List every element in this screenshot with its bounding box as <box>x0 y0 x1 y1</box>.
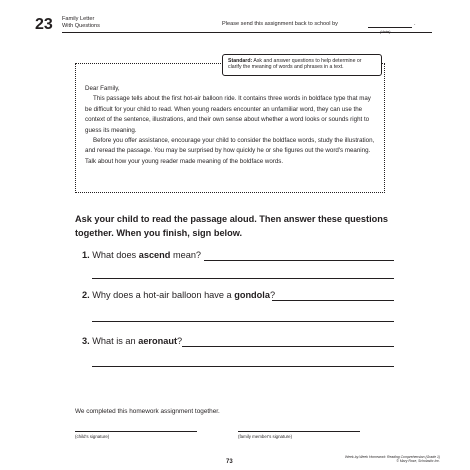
question-text: What does <box>92 250 139 260</box>
lesson-title-line2: With Questions <box>62 22 100 29</box>
answer-line-2a[interactable] <box>272 300 394 301</box>
lesson-title <box>62 16 100 30</box>
question-text-end: ? <box>269 290 276 300</box>
question-text-end: ? <box>177 336 183 346</box>
answer-line-3a[interactable] <box>182 346 394 347</box>
question-keyword: gondola <box>234 290 270 300</box>
question-keyword: aeronaut <box>138 336 178 346</box>
page-number: 73 <box>226 459 233 465</box>
header-rule <box>62 32 432 33</box>
standard-box <box>222 54 382 76</box>
date-label: (date) <box>380 29 391 34</box>
family-letter <box>85 84 377 167</box>
return-dash: . <box>414 21 416 27</box>
question-text-end: mean? <box>170 250 202 260</box>
standard-text: Ask and answer questions to help determine or clarify the meaning of words and phrases in a text. <box>228 58 362 71</box>
return-instruction: Please send this assignment back to school by <box>222 21 338 27</box>
completed-statement: We completed this homework assignment together. <box>75 408 220 415</box>
question-text: Why does a hot-air balloon have a <box>92 290 235 300</box>
letter-paragraph-1: This passage tells about the first hot-air balloon ride. It contains three words in boldface type that may be difficult for your child to read. When young readers encounter an unfamiliar word, they can use the context of the sentence, illustrations, and their own sense about whether a word looks or sounds right to guess its meaning. <box>85 95 371 134</box>
credit-line-1: Week-by-Week Homework: Reading Comprehension (Grade 1) <box>344 455 440 459</box>
question-number: 2. <box>82 290 90 300</box>
family-signature-line[interactable] <box>238 431 360 432</box>
letter-greeting: Dear Family, <box>85 85 120 92</box>
return-date-field[interactable] <box>368 27 412 28</box>
question-1 <box>82 250 201 260</box>
answer-line-1b[interactable] <box>92 278 394 279</box>
question-keyword: ascend <box>138 250 171 260</box>
instructions: Ask your child to read the passage aloud. Then answer these questions together. When you finish, sign below. <box>75 214 388 238</box>
question-3 <box>82 336 182 346</box>
child-signature-line[interactable] <box>75 431 197 432</box>
question-text: What is an <box>92 336 139 346</box>
standard-label: Standard: <box>228 58 253 64</box>
family-signature-label: (family member's signature) <box>238 434 293 439</box>
answer-line-3b[interactable] <box>92 366 394 367</box>
answer-line-2b[interactable] <box>92 321 394 322</box>
question-number: 1. <box>82 250 90 260</box>
question-number: 3. <box>82 336 90 346</box>
copyright-credit <box>312 455 440 464</box>
letter-paragraph-2: Before you offer assistance, encourage your child to consider the boldface words, study the illustration, and reread the passage. You may be surprised by how quickly he or she figures out the word's meaning. Talk about how your young reader made meaning of the boldface words. <box>85 137 375 165</box>
answer-line-1a[interactable] <box>204 260 394 261</box>
question-2 <box>82 290 275 300</box>
child-signature-label: (child's signature) <box>75 434 110 439</box>
lesson-title-line1: Family Letter <box>62 16 95 22</box>
credit-line-2: © Mary Rose, Scholastic Inc. <box>396 459 440 464</box>
lesson-number: 23 <box>35 16 53 33</box>
